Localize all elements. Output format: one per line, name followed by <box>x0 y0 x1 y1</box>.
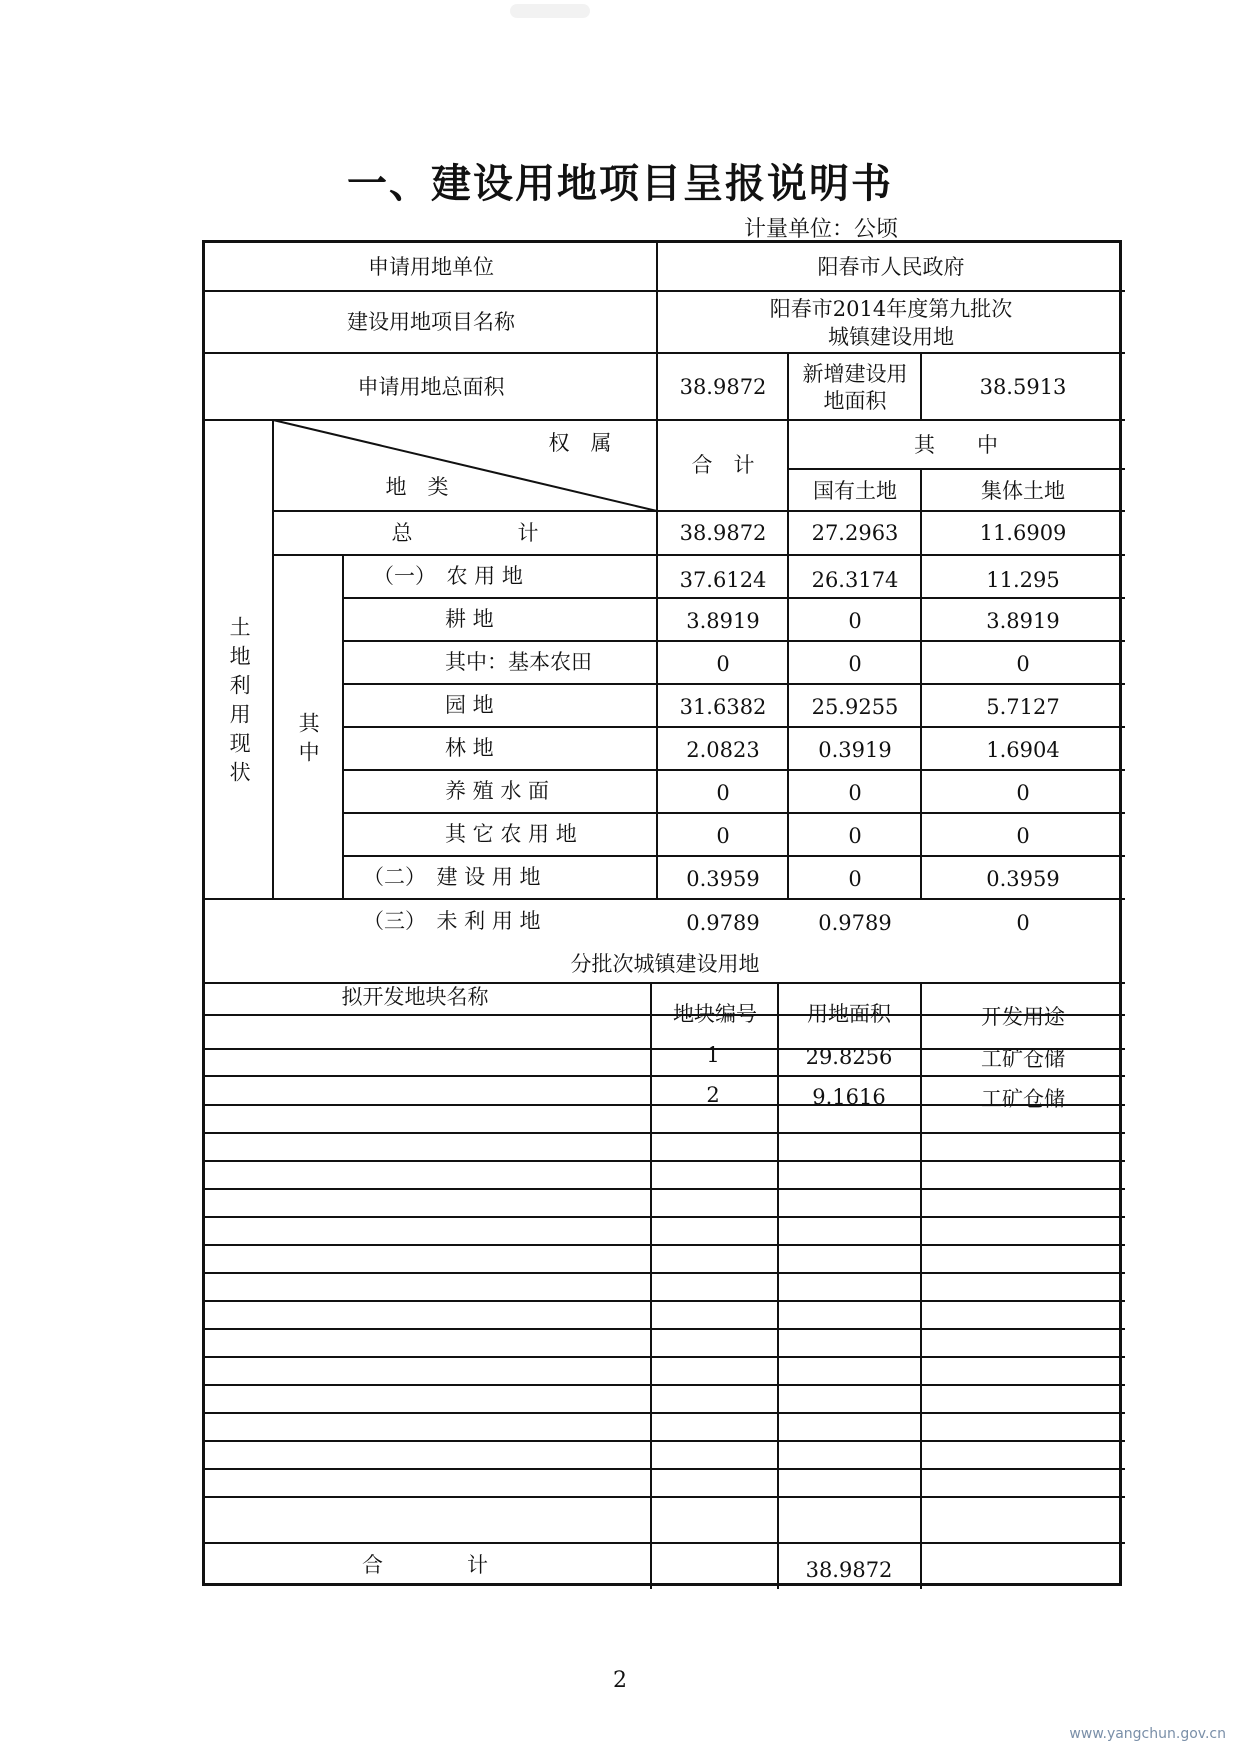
row-label: 耕 地 <box>445 606 494 631</box>
row-total: 31.6382 <box>679 694 767 719</box>
row-state: 0.3919 <box>818 737 892 762</box>
project-name-line2: 城镇建设用地 <box>828 324 954 349</box>
side-label-land-use: 土地利用现状 <box>227 616 252 790</box>
col-header-total: 合 计 <box>691 452 755 477</box>
batch-col-area: 用地面积 <box>807 1001 891 1026</box>
row-state: 0 <box>848 823 862 848</box>
batch-row-purpose: 工矿仓储 <box>981 1086 1065 1111</box>
row-collective: 0 <box>1016 780 1030 805</box>
project-name-label: 建设用地项目名称 <box>347 309 515 334</box>
scan-smudge <box>510 4 590 18</box>
batch-row-number: 1 <box>706 1042 720 1067</box>
project-name-line1: 阳春市2014年度第九批次 <box>769 296 1013 321</box>
row-state: 0 <box>848 866 862 891</box>
col-header-collective-land: 集体土地 <box>981 478 1065 503</box>
row-label: 其中：基本农田 <box>445 649 592 674</box>
row-state: 27.2963 <box>811 520 899 545</box>
diagonal-header-land-type: 地 类 <box>385 474 449 499</box>
applicant-value: 阳春市人民政府 <box>817 254 965 279</box>
batch-col-number: 地块编号 <box>673 1001 757 1026</box>
col-header-among: 其 中 <box>914 432 998 457</box>
row-total: 3.8919 <box>686 608 760 633</box>
page-title: 一、建设用地项目呈报说明书 <box>347 161 893 207</box>
row-state: 26.3174 <box>811 567 899 592</box>
row-label: 总 计 <box>391 520 539 545</box>
row-state: 0 <box>848 608 862 633</box>
side-label-among: 其中 <box>296 712 321 770</box>
applicant-label: 申请用地单位 <box>368 254 494 279</box>
row-collective: 5.7127 <box>986 694 1060 719</box>
row-label: （一） 农 用 地 <box>373 563 523 588</box>
row-total: 37.6124 <box>679 567 767 592</box>
row-collective: 3.8919 <box>986 608 1060 633</box>
new-area-value: 38.5913 <box>979 374 1067 399</box>
total-area-value: 38.9872 <box>679 374 767 399</box>
batch-row-area: 29.8256 <box>805 1044 893 1069</box>
site-watermark: www.yangchun.gov.cn <box>1069 1726 1226 1742</box>
row-label: （三） 未 利 用 地 <box>363 908 541 933</box>
total-area-label: 申请用地总面积 <box>357 374 505 399</box>
row-total: 2.0823 <box>686 737 760 762</box>
row-collective: 0.3959 <box>986 866 1060 891</box>
row-total: 0.9789 <box>686 910 760 935</box>
row-collective: 0 <box>1016 651 1030 676</box>
row-label: 养 殖 水 面 <box>445 778 550 803</box>
batch-row-number: 2 <box>706 1082 720 1107</box>
diagonal-header-ownership: 权 属 <box>548 430 612 455</box>
row-state: 0.9789 <box>818 910 892 935</box>
row-label: 园 地 <box>445 692 494 717</box>
row-state: 0 <box>848 651 862 676</box>
row-state: 25.9255 <box>811 694 899 719</box>
batch-row-area: 9.1616 <box>812 1084 886 1109</box>
row-total: 38.9872 <box>679 520 767 545</box>
row-collective: 0 <box>1016 910 1030 935</box>
row-label: 林 地 <box>445 735 494 760</box>
row-label: （二） 建 设 用 地 <box>363 864 541 889</box>
batch-row-purpose: 工矿仓储 <box>981 1046 1065 1071</box>
batch-section-title: 分批次城镇建设用地 <box>570 951 760 976</box>
batch-total-area: 38.9872 <box>805 1557 893 1582</box>
row-collective: 1.6904 <box>986 737 1060 762</box>
row-collective: 0 <box>1016 823 1030 848</box>
row-collective: 11.6909 <box>979 520 1067 545</box>
batch-col-name: 拟开发地块名称 <box>341 984 489 1009</box>
row-collective: 11.295 <box>986 567 1060 592</box>
batch-col-purpose: 开发用途 <box>981 1004 1065 1029</box>
measurement-unit: 计量单位：公顷 <box>744 217 899 242</box>
row-label: 其 它 农 用 地 <box>445 821 577 846</box>
batch-total-label: 合 计 <box>362 1552 488 1577</box>
project-report-form <box>202 240 1122 1586</box>
row-total: 0 <box>716 651 730 676</box>
row-total: 0 <box>716 823 730 848</box>
new-area-label-line1: 新增建设用 <box>802 361 908 386</box>
row-state: 0 <box>848 780 862 805</box>
row-total: 0.3959 <box>686 866 760 891</box>
new-area-label-line2: 地面积 <box>823 388 887 413</box>
page-number: 2 <box>613 1668 627 1693</box>
row-total: 0 <box>716 780 730 805</box>
col-header-state-land: 国有土地 <box>813 478 897 503</box>
